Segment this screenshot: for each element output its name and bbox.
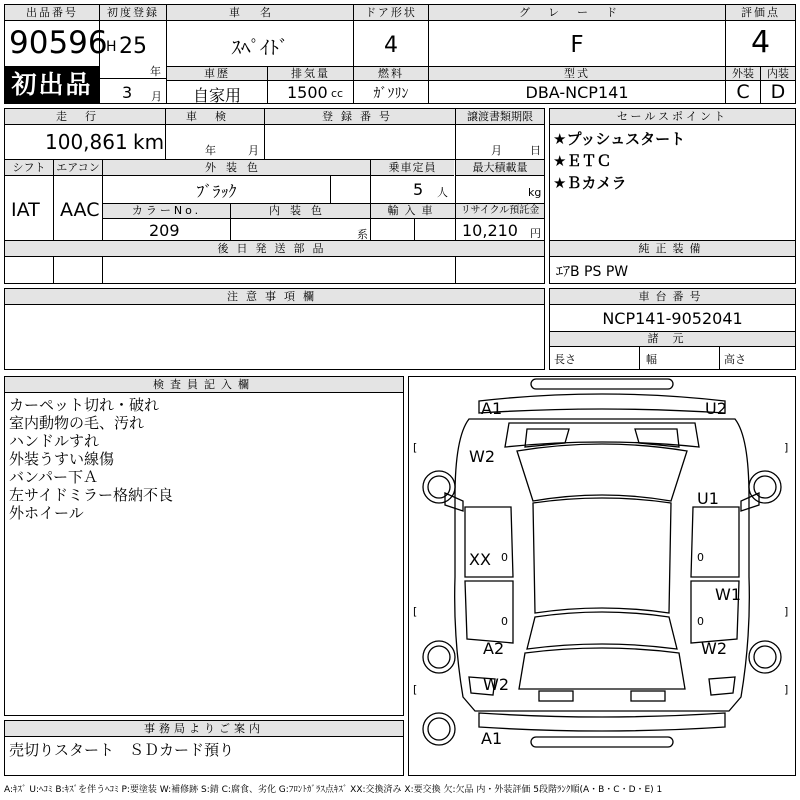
notes-panel [4, 288, 545, 370]
lot-no: 90596 [9, 25, 108, 61]
capacity: 5 [413, 180, 424, 199]
car-diagram [409, 377, 795, 775]
interior-color-header: 内装色 [231, 204, 370, 219]
reg-month: 3 [122, 83, 133, 102]
rear-plate-right [631, 691, 665, 701]
right-front-door [691, 507, 739, 577]
mileage: 100,861 [45, 130, 128, 154]
right-tail-light [709, 677, 735, 695]
mark-right-fender: U1 [697, 489, 719, 508]
inspector-header: 検査員記入欄 [5, 377, 403, 393]
mileage-header: 走行 [5, 109, 165, 125]
displacement-unit: cc [331, 87, 344, 100]
month-unit: 月 [151, 90, 162, 103]
interior-grade: D [770, 81, 786, 103]
door-zero: 0 [501, 551, 508, 564]
inspector-item: バンパー下Ａ [9, 468, 98, 486]
fuel-header: 燃料 [354, 67, 428, 81]
ac-header: エアコン [54, 160, 102, 176]
inspection-header: 車検 [166, 109, 264, 125]
transfer-month-unit: 月 [491, 144, 502, 157]
mark-left-front-wheel: W2 [469, 447, 495, 466]
details-table [4, 108, 545, 284]
mark-left-rear-fender: A2 [483, 639, 505, 658]
fuel: ｶﾞｿﾘﾝ [373, 86, 409, 102]
color-header: 外装色 [103, 160, 370, 176]
recycle-unit: 円 [530, 227, 541, 240]
model-code-header: 型式 [429, 67, 725, 81]
history: 自家用 [192, 86, 241, 105]
door-zero: 0 [697, 615, 704, 628]
interior-color-suffix: 系 [357, 228, 368, 241]
model-code: DBA-NCP141 [525, 83, 629, 102]
chassis-header: 車台番号 [550, 289, 795, 305]
left-mirror [445, 493, 463, 511]
equipment-header: 純正装備 [550, 241, 795, 257]
office-text: 売切りスタート ＳＤカード預り [9, 741, 235, 759]
trunk-panel [519, 648, 685, 689]
score: 4 [750, 25, 771, 60]
color-no-header: カラーNo. [103, 204, 230, 219]
lot-no-header: 出品番号 [5, 5, 99, 21]
bracket-right: ] [784, 441, 789, 454]
shift-header: シフト [5, 160, 53, 176]
transfer-header: 譲渡書類期限 [456, 109, 544, 125]
first-reg-header: 初度登録 [100, 5, 166, 21]
sales-point-item: ★ＥＴＣ [553, 152, 612, 170]
sales-points-header: セールスポイント [550, 109, 795, 125]
mark-rear: A1 [481, 729, 503, 748]
door-zero: 0 [697, 551, 704, 564]
transfer-day-unit: 日 [530, 144, 541, 157]
left-rear-door [465, 581, 513, 643]
first-listing-badge: 初出品 [5, 66, 99, 104]
dims-header: 諸元 [550, 332, 795, 347]
mark-left-rear-wheel: W2 [483, 675, 509, 694]
capacity-unit: 人 [437, 186, 448, 199]
sales-points-list [553, 128, 685, 194]
windshield [517, 444, 687, 501]
inspection-year-unit: 年 [205, 144, 216, 157]
bracket-left: [ [413, 605, 418, 618]
mark-left-doors: XX [469, 550, 491, 569]
inspector-item: ハンドルすれ [9, 432, 100, 450]
right-mirror [741, 493, 759, 511]
equipment-value: ｴｱB PS PW [556, 264, 629, 280]
bracket-left: [ [413, 683, 418, 696]
displacement-header: 排気量 [268, 67, 353, 81]
car-name: ｽﾍﾟｲﾄﾞ [231, 37, 289, 59]
reg-year: 25 [119, 34, 147, 59]
bracket-right: ] [784, 605, 789, 618]
exterior-color: ﾌﾞﾗｯｸ [196, 182, 237, 201]
mark-right-rear-door: W1 [715, 585, 741, 604]
bracket-right: ] [784, 683, 789, 696]
header-table [4, 4, 796, 104]
rear-window [527, 612, 677, 649]
era: H [106, 39, 117, 55]
sales-points-panel [549, 108, 796, 284]
score-header: 評価点 [726, 5, 795, 21]
office-panel [4, 720, 404, 776]
inspector-item: 左サイドミラー格納不良 [9, 486, 173, 504]
rear-bumper-shape [479, 713, 725, 731]
displacement: 1500 [287, 83, 328, 102]
mark-front-left: A1 [481, 399, 503, 418]
exterior-grade: C [736, 81, 750, 103]
car-name-header: 車名 [167, 5, 353, 21]
grade: F [570, 32, 584, 58]
sales-point-item: ★Ｂカメラ [553, 174, 627, 192]
inspector-item: 室内動物の毛、汚れ [9, 414, 145, 432]
inspector-item: カーペット切れ・破れ [9, 396, 160, 414]
history-header: 車歴 [167, 67, 267, 81]
import-header: 輸入車 [371, 204, 455, 219]
chassis-panel [549, 288, 796, 370]
recycle-fee: 10,210 [462, 221, 518, 240]
inspector-panel [4, 376, 404, 716]
mark-right-rear-wheel: W2 [701, 639, 727, 658]
year-unit: 年 [150, 65, 161, 78]
interior-header: 内装 [761, 67, 795, 81]
chassis-number: NCP141-9052041 [602, 309, 743, 328]
later-parts-header: 後日発送部品 [5, 241, 544, 257]
front-bumper-shape [479, 394, 725, 413]
door-header: ドア形状 [354, 5, 428, 21]
capacity-header: 乗車定員 [371, 160, 454, 176]
doors: 4 [384, 33, 398, 58]
roof-panel [533, 498, 671, 613]
sales-point-item: ★プッシュスタート [553, 130, 686, 148]
car-diagram-panel [408, 376, 796, 776]
inspection-month-unit: 月 [248, 144, 259, 157]
width-label: 幅 [646, 353, 657, 366]
color-no: 209 [149, 221, 180, 240]
notes-header: 注意事項欄 [5, 289, 544, 305]
rear-plate-left [539, 691, 573, 701]
height-label: 高さ [724, 353, 746, 366]
reg-no-header: 登録番号 [265, 109, 455, 125]
shift: IAT [11, 199, 40, 221]
max-load-unit: kg [528, 186, 542, 199]
body-outline [455, 419, 750, 711]
exterior-header: 外装 [726, 67, 760, 81]
bracket-left: [ [413, 441, 418, 454]
grade-header: グレード [429, 5, 725, 21]
recycle-header: リサイクル預託金 [456, 204, 544, 219]
max-load-header: 最大積載量 [456, 160, 544, 176]
inspector-item: 外ホイール [9, 504, 84, 522]
inspector-list [9, 396, 173, 522]
legend: A:ｷｽﾞ U:ﾍｺﾐ B:ｷｽﾞを伴うﾍｺﾐ P:要塗装 W:補修跡 S:錆 C:腐食、劣化 G:ﾌﾛﾝﾄｶﾞﾗｽ点ｷｽﾞ XX:交換済み X:要交換 欠:欠品 内・外装評価 5段階ﾗﾝｸ順(A・B・C・D・E) 1 [4, 785, 663, 795]
rear-bumper-bar [531, 737, 673, 747]
front-bumper-bar [531, 379, 673, 389]
ac: AAC [60, 199, 100, 221]
door-zero: 0 [501, 615, 508, 628]
length-label: 長さ [554, 353, 576, 366]
mark-front-right: U2 [705, 399, 727, 418]
mileage-unit: km [133, 130, 165, 154]
inspector-item: 外装うすい線傷 [9, 450, 115, 468]
office-header: 事務局よりご案内 [5, 721, 403, 737]
